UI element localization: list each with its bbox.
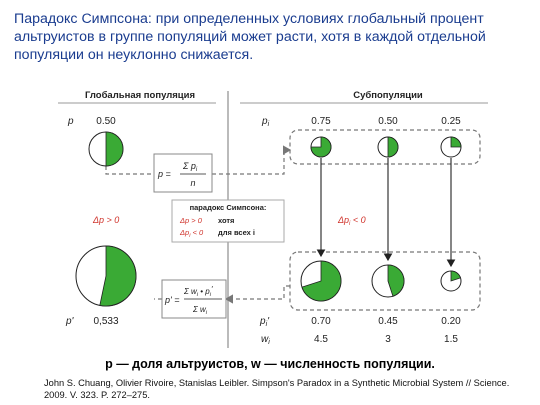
paradox-line1-expr: Δp > 0 <box>180 216 202 225</box>
paradox-line2-text: для всех i <box>218 228 255 237</box>
sub-w-value-3: 1.5 <box>444 334 458 345</box>
label-p-prime: p' <box>66 316 74 327</box>
reference-citation: John S. Chuang, Olivier Rivoire, Stanislas Leibler. Simpson's Paradox in a Synthetic Microbial System // Science. 2009. V. 323. P. 272–275. <box>44 378 510 400</box>
global-pie-top-slice <box>106 132 123 166</box>
global-header: Глобальная популяция <box>84 90 196 101</box>
slide-title: Парадокс Симпсона: при определенных условиях глобальный процент альтруистов в группе популяций может расти, хотя в каждой отдельной популяции он неуклонно снижается. <box>14 11 486 63</box>
formula-pp-den: Σ $w_i$ <box>193 305 208 316</box>
delta-sub-label: $\Delta p_i < 0$ <box>338 215 366 227</box>
sub-pie-top-1 <box>311 137 331 157</box>
sub-p-prime-value-2: 0.45 <box>378 316 398 327</box>
paradox-title: парадокс Симпсона: <box>189 203 267 212</box>
simpson-diagram <box>58 86 488 350</box>
sub-pie-bottom-3 <box>441 271 461 291</box>
global-pie-bottom <box>76 246 136 306</box>
formula-pp-num: Σ $w_i$ • $p_i'$ <box>184 285 213 298</box>
formula-p-den: n <box>190 178 196 188</box>
connector-bottom <box>226 286 290 299</box>
formula-p-left: p = <box>158 169 171 179</box>
paradox-line1-text: хотя <box>218 216 235 225</box>
global-pie-top <box>89 132 123 166</box>
sub-header: Субпопуляции <box>353 90 423 101</box>
sub-pie-top-3-slice <box>451 137 461 147</box>
diagram-canvas <box>58 86 488 350</box>
formula-p-sum: Σ $p_i$ <box>183 161 198 173</box>
paradox-line2-expr: $\Delta p_i < 0$ <box>180 228 204 239</box>
sub-pie-top-2-slice <box>388 137 398 157</box>
sub-w-value-1: 4.5 <box>314 334 328 345</box>
formula-pp-left: p' = <box>165 295 180 305</box>
sub-pie-top-3 <box>441 137 461 157</box>
sub-p-value-3: 0.25 <box>441 116 461 127</box>
connector-top-right <box>212 150 290 174</box>
label-p: p <box>68 116 74 127</box>
global-p-value: 0.50 <box>96 116 116 127</box>
sub-pie-bottom-2 <box>372 265 404 297</box>
sub-p-prime-value-1: 0.70 <box>311 316 331 327</box>
sub-p-value-1: 0.75 <box>311 116 331 127</box>
sub-pie-bottom-1 <box>301 261 341 301</box>
sub-w-value-2: 3 <box>385 334 391 345</box>
legend-caption: p — доля альтруистов, w — численность популяции. <box>105 357 435 371</box>
delta-global-label: Δp > 0 <box>93 215 120 225</box>
sub-p-prime-value-3: 0.20 <box>441 316 461 327</box>
sub-p-value-2: 0.50 <box>378 116 398 127</box>
connector-top <box>106 166 154 174</box>
sub-pie-top-2 <box>378 137 398 157</box>
label-wi: $w_i$ <box>261 334 270 346</box>
global-p-prime-value: 0,533 <box>93 316 119 327</box>
label-pi-prime: $p_i'$ <box>260 316 270 328</box>
label-pi: $p_i$ <box>262 116 270 128</box>
